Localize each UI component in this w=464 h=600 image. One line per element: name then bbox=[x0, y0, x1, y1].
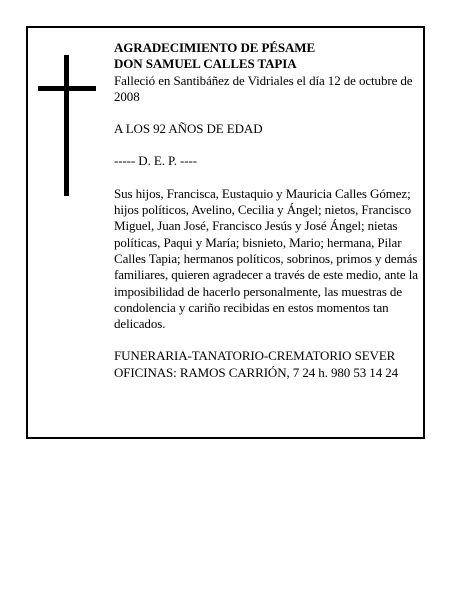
funeral-home: FUNERARIA-TANATORIO-CREMATORIO SEVER bbox=[114, 348, 396, 364]
cross-icon-crossbar bbox=[38, 86, 96, 91]
offices-line: OFICINAS: RAMOS CARRIÓN, 7 24 h. 980 53 14 24 bbox=[114, 364, 399, 380]
age-line: A LOS 92 AÑOS DE EDAD bbox=[114, 121, 263, 137]
notice-body: Sus hijos, Francisca, Eustaquio y Mauricia Calles Gómez; hijos políticos, Avelino, Cecilia y Ángel; nietos, Francisco Miguel, Juan José, Francisco Jesús y José Ángel; nietas políticas, Paqui y María; bisnieto, Mario; hermana, Pilar Calles Tapia; hermanos políticos, sobrinos, primos y demás familiares, quieren agradecer a través de este medio, ante la imposibilidad de hacerlo personalmente, las muestras de condolencia y cariño recibidas en estos momentos tan delicados. bbox=[114, 185, 418, 332]
death-info: Falleció en Santibáñez de Vidriales el día 12 de octubre de 2008 bbox=[114, 72, 413, 104]
notice-heading-line2: DON SAMUEL CALLES TAPIA bbox=[114, 56, 297, 72]
rip-line: ----- D. E. P. ---- bbox=[114, 153, 197, 169]
notice-text bbox=[114, 40, 424, 381]
notice-heading-line1: AGRADECIMIENTO DE PÉSAME bbox=[114, 40, 316, 55]
cross-icon bbox=[64, 55, 69, 196]
